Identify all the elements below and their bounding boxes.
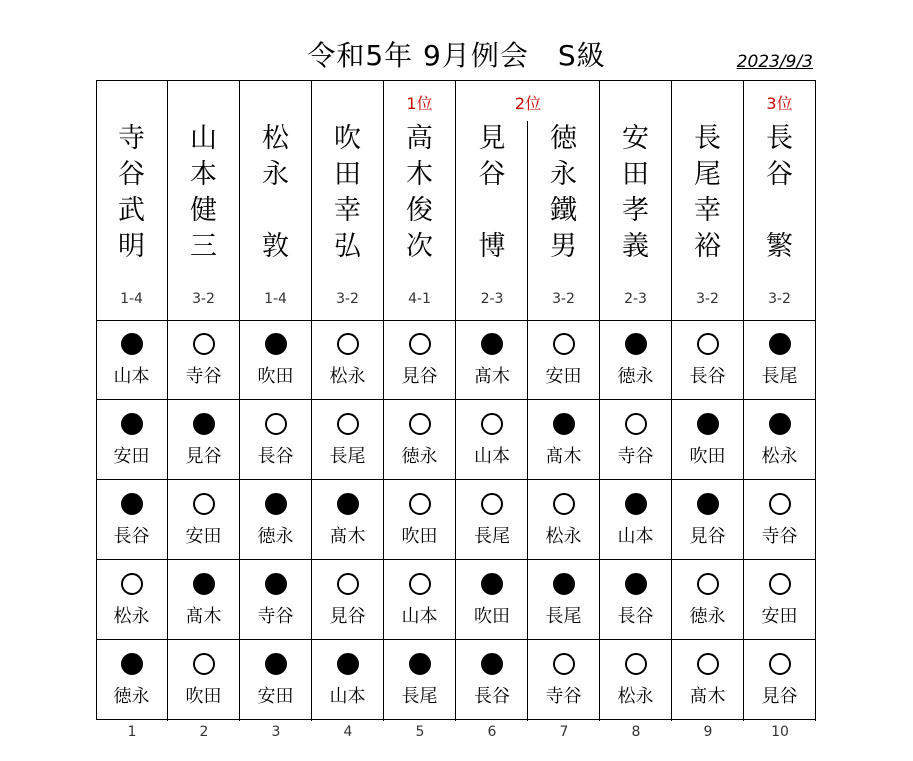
game-cell — [312, 400, 383, 480]
game-cell — [600, 400, 671, 480]
win-loss-record: 1-4 — [120, 291, 143, 307]
game-cell — [168, 560, 239, 640]
name-char: 明 — [118, 231, 145, 262]
game-cell — [384, 400, 455, 480]
opponent-name: 徳永 — [257, 526, 294, 547]
name-char: 田 — [622, 159, 649, 190]
name-char: 男 — [550, 231, 577, 262]
opponent-name: 髙木 — [545, 446, 582, 467]
win-circle-icon — [553, 653, 575, 675]
opponent-name: 長谷 — [113, 526, 150, 547]
win-loss-record: 1-4 — [264, 291, 287, 307]
opponent-name: 見谷 — [689, 526, 726, 547]
game-cell — [240, 480, 311, 560]
player-header — [240, 81, 311, 321]
game-cell — [96, 400, 167, 480]
opponent-name: 髙木 — [689, 686, 726, 707]
player-column — [168, 81, 240, 721]
player-header — [456, 81, 528, 321]
loss-dot-icon — [265, 333, 287, 355]
column-number: 1 — [127, 724, 137, 740]
loss-dot-icon — [121, 413, 143, 435]
event-date: 2023/9/3 — [736, 52, 813, 72]
opponent-name: 吹田 — [185, 686, 222, 707]
name-char: 徳 — [550, 123, 577, 154]
game-cell — [240, 400, 311, 480]
loss-dot-icon — [121, 333, 143, 355]
name-char: 三 — [190, 231, 217, 262]
player-name — [744, 121, 815, 265]
win-circle-icon — [337, 573, 359, 595]
win-circle-icon — [481, 493, 503, 515]
opponent-name: 山本 — [401, 606, 438, 627]
loss-dot-icon — [337, 653, 359, 675]
name-char: 繁 — [766, 231, 793, 262]
loss-dot-icon — [769, 413, 791, 435]
name-char: 永 — [262, 159, 289, 190]
opponent-name: 長谷 — [257, 446, 294, 467]
win-circle-icon — [697, 333, 719, 355]
win-loss-record: 3-2 — [552, 291, 575, 307]
player-column — [96, 81, 168, 721]
opponent-name: 松永 — [329, 366, 366, 387]
opponent-name: 髙木 — [329, 526, 366, 547]
name-char: 山 — [190, 123, 217, 154]
game-cell — [528, 320, 599, 400]
opponent-name: 吹田 — [257, 366, 294, 387]
win-loss-record: 3-2 — [336, 291, 359, 307]
name-char: 寺 — [118, 123, 145, 154]
win-circle-icon — [409, 333, 431, 355]
game-cell — [528, 400, 599, 480]
win-loss-record: 3-2 — [768, 291, 791, 307]
game-cell — [168, 320, 239, 400]
game-cell — [456, 320, 528, 400]
win-circle-icon — [193, 333, 215, 355]
player-name — [384, 121, 455, 265]
player-header — [744, 81, 815, 321]
win-circle-icon — [769, 653, 791, 675]
game-cell — [744, 640, 815, 720]
opponent-name: 安田 — [113, 446, 150, 467]
game-cell — [672, 320, 743, 400]
rank-label: 1位 — [406, 94, 433, 113]
page-title: 令和5年 9月例会 S級 — [307, 39, 606, 72]
loss-dot-icon — [265, 653, 287, 675]
opponent-name: 安田 — [257, 686, 294, 707]
name-char: 高 — [406, 123, 433, 154]
name-char: 田 — [334, 159, 361, 190]
opponent-name: 寺谷 — [761, 526, 798, 547]
opponent-name: 長谷 — [617, 606, 654, 627]
name-char: 敦 — [262, 231, 289, 262]
game-cell — [672, 640, 743, 720]
game-cell — [168, 400, 239, 480]
opponent-name: 安田 — [545, 366, 582, 387]
game-cell — [168, 480, 239, 560]
name-char: 本 — [190, 159, 217, 190]
game-cell — [672, 560, 743, 640]
player-header — [672, 81, 743, 321]
player-column — [600, 81, 672, 721]
win-circle-icon — [625, 413, 647, 435]
opponent-name: 徳永 — [401, 446, 438, 467]
game-cell — [456, 400, 528, 480]
rank-label: 2位 — [514, 94, 542, 113]
opponent-name: 寺谷 — [617, 446, 654, 467]
name-char: 尾 — [694, 159, 721, 190]
player-header — [600, 81, 671, 321]
opponent-name: 見谷 — [185, 446, 222, 467]
name-char: 裕 — [694, 231, 721, 262]
game-cell — [600, 320, 671, 400]
game-cell — [384, 640, 455, 720]
opponent-name: 吹田 — [474, 606, 510, 627]
column-number: 5 — [415, 724, 425, 740]
name-char: 谷 — [478, 159, 506, 190]
player-column — [456, 81, 528, 721]
loss-dot-icon — [553, 573, 575, 595]
loss-dot-icon — [121, 653, 143, 675]
name-char: 義 — [622, 231, 649, 262]
opponent-name: 長尾 — [329, 446, 366, 467]
name-char: 谷 — [766, 159, 793, 190]
name-char: 孝 — [622, 195, 649, 226]
opponent-name: 山本 — [474, 446, 510, 467]
game-cell — [600, 640, 671, 720]
opponent-name: 松永 — [545, 526, 582, 547]
win-circle-icon — [697, 573, 719, 595]
opponent-name: 長谷 — [689, 366, 726, 387]
game-cell — [528, 640, 599, 720]
loss-dot-icon — [553, 413, 575, 435]
column-number: 4 — [343, 724, 353, 740]
loss-dot-icon — [193, 573, 215, 595]
opponent-name: 安田 — [185, 526, 222, 547]
loss-dot-icon — [481, 333, 503, 355]
win-circle-icon — [553, 493, 575, 515]
game-cell — [312, 640, 383, 720]
opponent-name: 徳永 — [689, 606, 726, 627]
column-number: 6 — [487, 724, 497, 740]
opponent-name: 長尾 — [401, 686, 438, 707]
win-loss-record: 3-2 — [192, 291, 215, 307]
name-char: 木 — [406, 159, 433, 190]
game-cell — [312, 480, 383, 560]
loss-dot-icon — [697, 413, 719, 435]
win-circle-icon — [625, 653, 647, 675]
name-char: 武 — [118, 195, 145, 226]
name-char: 永 — [550, 159, 577, 190]
player-name — [456, 121, 528, 265]
player-name — [240, 121, 311, 265]
opponent-name: 長尾 — [474, 526, 510, 547]
win-circle-icon — [409, 573, 431, 595]
name-char: 幸 — [334, 195, 361, 226]
player-header — [168, 81, 239, 321]
opponent-name: 吹田 — [689, 446, 726, 467]
win-loss-record: 2-3 — [624, 291, 647, 307]
player-column — [672, 81, 744, 721]
win-loss-record: 2-3 — [480, 291, 504, 307]
win-circle-icon — [769, 493, 791, 515]
name-char: 博 — [478, 231, 506, 262]
game-cell — [672, 480, 743, 560]
win-circle-icon — [553, 333, 575, 355]
game-cell — [744, 480, 815, 560]
win-circle-icon — [265, 413, 287, 435]
game-cell — [744, 560, 815, 640]
name-char: 鐵 — [550, 195, 577, 226]
game-cell — [240, 320, 311, 400]
loss-dot-icon — [121, 493, 143, 515]
rank-label: 3位 — [766, 94, 793, 113]
player-column — [384, 81, 456, 721]
game-cell — [312, 320, 383, 400]
player-name — [168, 121, 239, 265]
game-cell — [528, 560, 599, 640]
column-number: 10 — [771, 724, 789, 740]
opponent-name: 山本 — [617, 526, 654, 547]
loss-dot-icon — [481, 653, 503, 675]
opponent-name: 見谷 — [401, 366, 438, 387]
name-char: 弘 — [334, 231, 361, 262]
opponent-name: 徳永 — [113, 686, 150, 707]
player-column — [240, 81, 312, 721]
opponent-name: 寺谷 — [185, 366, 222, 387]
player-header — [384, 81, 455, 321]
win-circle-icon — [697, 653, 719, 675]
loss-dot-icon — [337, 493, 359, 515]
game-cell — [456, 480, 528, 560]
name-char: 長 — [694, 123, 721, 154]
win-circle-icon — [769, 573, 791, 595]
win-circle-icon — [193, 493, 215, 515]
name-char: 谷 — [118, 159, 145, 190]
opponent-name: 山本 — [329, 686, 366, 707]
column-number: 8 — [631, 724, 641, 740]
name-char: 長 — [766, 123, 793, 154]
loss-dot-icon — [265, 573, 287, 595]
opponent-name: 寺谷 — [257, 606, 294, 627]
column-number: 2 — [199, 724, 209, 740]
name-char: 吹 — [334, 123, 361, 154]
game-cell — [96, 320, 167, 400]
opponent-name: 吹田 — [401, 526, 438, 547]
win-loss-record: 3-2 — [696, 291, 719, 307]
opponent-name: 松永 — [617, 686, 654, 707]
opponent-name: 松永 — [113, 606, 150, 627]
opponent-name: 長尾 — [545, 606, 582, 627]
loss-dot-icon — [625, 493, 647, 515]
player-header — [312, 81, 383, 321]
win-circle-icon — [409, 493, 431, 515]
game-cell — [456, 560, 528, 640]
player-name — [312, 121, 383, 265]
loss-dot-icon — [625, 333, 647, 355]
game-cell — [168, 640, 239, 720]
name-char: 松 — [262, 123, 289, 154]
opponent-name: 見谷 — [761, 686, 798, 707]
game-cell — [384, 480, 455, 560]
opponent-name: 長谷 — [474, 686, 510, 707]
win-circle-icon — [481, 413, 503, 435]
game-cell — [456, 640, 528, 720]
player-column — [744, 81, 816, 721]
loss-dot-icon — [625, 573, 647, 595]
game-cell — [672, 400, 743, 480]
game-cell — [384, 560, 455, 640]
column-number: 7 — [559, 724, 569, 740]
loss-dot-icon — [409, 653, 431, 675]
opponent-name: 髙木 — [185, 606, 222, 627]
player-name — [672, 121, 743, 265]
player-column — [514, 81, 600, 721]
column-number: 9 — [703, 724, 713, 740]
game-cell — [240, 560, 311, 640]
column-number: 3 — [271, 724, 281, 740]
player-header — [96, 81, 167, 321]
game-cell — [600, 480, 671, 560]
opponent-name: 見谷 — [329, 606, 366, 627]
loss-dot-icon — [193, 413, 215, 435]
name-char: 俊 — [406, 195, 433, 226]
name-char: 幸 — [694, 195, 721, 226]
game-cell — [528, 480, 599, 560]
loss-dot-icon — [481, 573, 503, 595]
player-name — [96, 121, 167, 265]
win-circle-icon — [121, 573, 143, 595]
loss-dot-icon — [265, 493, 287, 515]
loss-dot-icon — [697, 493, 719, 515]
opponent-name: 徳永 — [617, 366, 654, 387]
win-circle-icon — [337, 333, 359, 355]
results-table — [96, 80, 816, 720]
name-char: 次 — [406, 231, 433, 262]
win-circle-icon — [193, 653, 215, 675]
win-circle-icon — [409, 413, 431, 435]
game-cell — [384, 320, 455, 400]
name-char: 見 — [478, 123, 506, 154]
game-cell — [96, 480, 167, 560]
opponent-name: 山本 — [113, 366, 150, 387]
loss-dot-icon — [769, 333, 791, 355]
player-name — [528, 121, 599, 265]
game-cell — [96, 640, 167, 720]
opponent-name: 松永 — [761, 446, 798, 467]
opponent-name: 安田 — [761, 606, 798, 627]
player-column — [312, 81, 384, 721]
game-cell — [600, 560, 671, 640]
game-cell — [312, 560, 383, 640]
game-cell — [240, 640, 311, 720]
win-loss-record: 4-1 — [408, 291, 431, 307]
opponent-name: 長尾 — [761, 366, 798, 387]
game-cell — [96, 560, 167, 640]
game-cell — [744, 400, 815, 480]
game-cell — [744, 320, 815, 400]
name-char: 健 — [190, 195, 217, 226]
player-header — [514, 81, 599, 321]
opponent-name: 寺谷 — [545, 686, 582, 707]
win-circle-icon — [337, 413, 359, 435]
player-name — [600, 121, 671, 265]
opponent-name: 髙木 — [474, 366, 510, 387]
name-char: 安 — [622, 123, 649, 154]
